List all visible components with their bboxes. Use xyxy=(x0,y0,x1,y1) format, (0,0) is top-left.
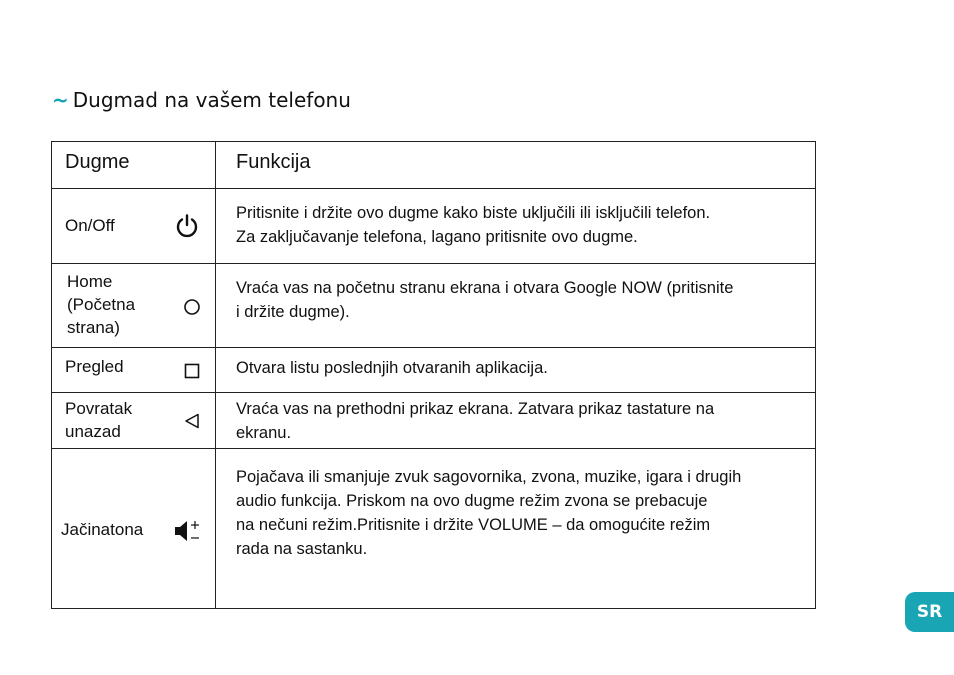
language-tab: SR xyxy=(905,592,954,632)
header-function: Funkcija xyxy=(236,151,311,173)
button-name: Pregled xyxy=(65,357,124,376)
table-row xyxy=(52,392,815,449)
button-name-line: Home xyxy=(67,272,113,291)
function-text xyxy=(236,276,803,324)
home-circle-icon xyxy=(183,298,201,316)
button-name: Jačinatona xyxy=(61,520,144,539)
function-text xyxy=(236,465,803,561)
function-text xyxy=(236,397,803,445)
table-row xyxy=(52,263,815,348)
button-name-line: strana) xyxy=(67,318,120,337)
table-row xyxy=(52,188,815,264)
heading-tilde: ~ xyxy=(52,88,69,112)
function-line: audio funkcija. Priskom na ovo dugme režim zvona se prebacuje xyxy=(236,492,708,510)
button-name: On/Off xyxy=(65,216,115,235)
power-icon xyxy=(174,213,200,239)
button-name-line: (Početna xyxy=(67,295,136,314)
function-line: Za zaključavanje telefona, lagano pritisnite ovo dugme. xyxy=(236,228,638,246)
table-row xyxy=(52,347,815,393)
table-row xyxy=(52,448,815,609)
function-line: na nečuni režim.Pritisnite i držite VOLUME – da omogućite režim xyxy=(236,516,711,534)
recent-apps-square-icon xyxy=(184,363,200,379)
button-name xyxy=(65,397,132,443)
button-name xyxy=(67,270,135,339)
function-line: Vraća vas na prethodni prikaz ekrana. Zatvara prikaz tastature na xyxy=(236,400,715,418)
button-name-line: Povratak xyxy=(65,399,133,418)
function-text xyxy=(236,356,803,380)
back-triangle-icon xyxy=(184,413,200,429)
table-header-row xyxy=(52,142,815,188)
function-line: Pritisnite i držite ovo dugme kako biste uključili ili isključili telefon. xyxy=(236,204,711,222)
function-line: Otvara listu poslednjih otvaranih aplikacija. xyxy=(236,359,548,377)
function-line: rada na sastanku. xyxy=(236,540,368,558)
buttons-table xyxy=(51,141,816,609)
function-line: ekranu. xyxy=(236,424,292,442)
volume-icon xyxy=(174,519,202,543)
header-button: Dugme xyxy=(65,151,130,173)
function-line: Vraća vas na početnu stranu ekrana i otvara Google NOW (pritisnite xyxy=(236,279,734,297)
heading-title: Dugmad na vašem telefonu xyxy=(72,88,351,112)
function-line: Pojačava ili smanjuje zvuk sagovornika, zvona, muzike, igara i drugih xyxy=(236,468,742,486)
section-heading xyxy=(52,88,351,112)
button-name-line: unazad xyxy=(65,422,121,441)
function-line: i držite dugme). xyxy=(236,303,350,321)
function-text xyxy=(236,201,803,249)
